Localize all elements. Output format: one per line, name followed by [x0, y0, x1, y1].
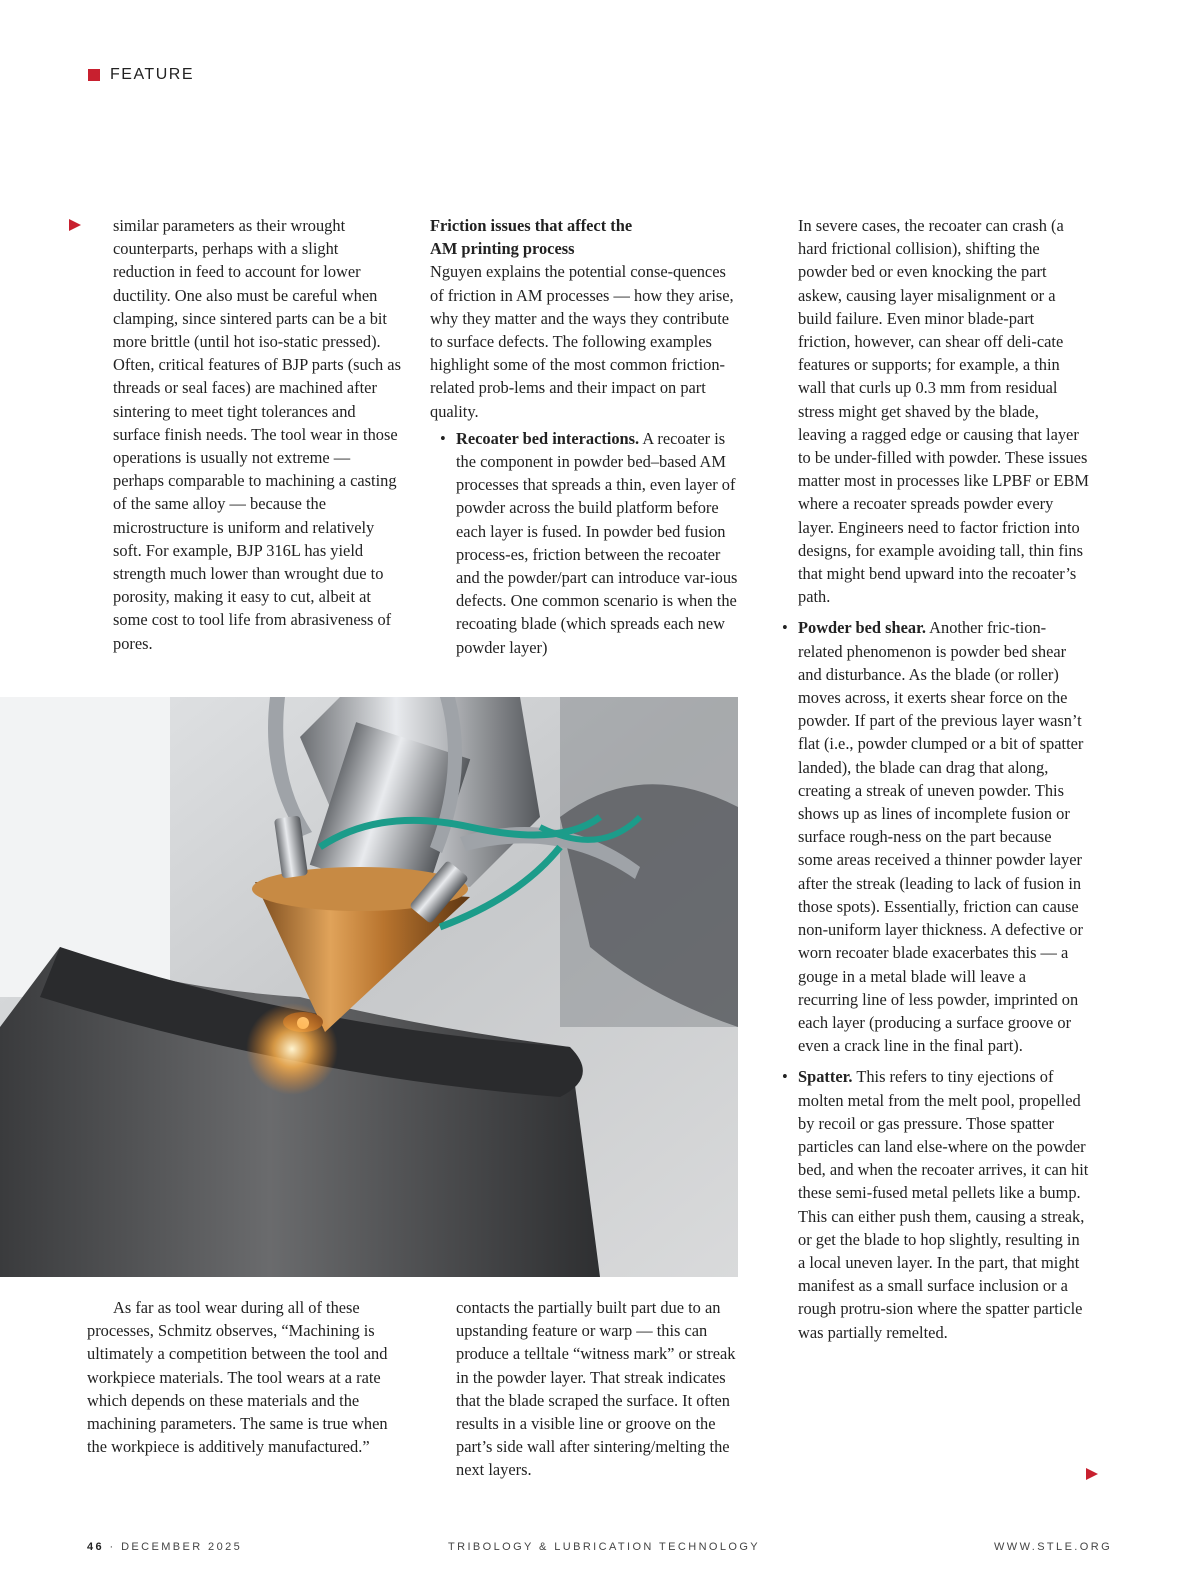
bullet-icon: • — [440, 428, 446, 448]
subheading: Friction issues that affect the AM printing process — [430, 216, 633, 259]
section-label: FEATURE — [110, 66, 194, 83]
col1-paragraph-2: As far as tool wear during all of these processes, Schmitz observes, “Machining is ultimately a competition between the tool and workpiece materials. The tool wears at a rate which depends on these materials and the machining parameters. The same is true when the workpiece is additively manufactured.” — [87, 1298, 388, 1457]
bullet-icon: • — [782, 1067, 788, 1087]
bullet-text: This refers to tiny ejections of molten metal from the melt pool, propelled by recoil or gas pressure. Those spatter particles can land else-where on the powder bed, and when the recoater arrives, it can hit these semi-fused metal pellets like a bump. This can either push them, causing a streak, or get the blade to hop slightly, resulting in a local uneven layer. In the part, that might manifest as a small surface inclusion or a rough protru-sion where the spatter particle was partially remelted. — [798, 1067, 1089, 1342]
bullet-text: Another fric-tion-related phenomenon is powder bed shear and disturbance. As the blade (or roller) moves across, it exerts shear force on the powder. If part of the previous layer wasn’t flat (i.e., powder clumped or a bit of spatter landed), the blade can drag that along, creating a streak of uneven powder. This shows up as lines of incomplete fusion or surface rough-ness on the part because some areas received a thinner powder layer after the streak (leading to lack of fusion in those spots). Essentially, friction can cause non-uniform layer thickness. A defective or worn recoater blade exacerbates this — a gouge in a metal blade will leave a recurring line of less powder, imprinted on each layer (producing a surface groove or even a crack line in the final part). — [798, 618, 1084, 1056]
article-photo — [0, 697, 738, 1277]
bullet-recoater — [440, 427, 742, 659]
bullet-title: Spatter. — [798, 1067, 853, 1087]
footer-left — [87, 1541, 242, 1557]
column-3 — [782, 214, 1090, 1344]
column-2-bottom — [456, 1296, 746, 1482]
column-1-top — [113, 214, 403, 655]
issue-date: DECEMBER 2025 — [121, 1541, 243, 1553]
laser-deposition-nozzle-image — [0, 697, 738, 1277]
bullet-text: A recoater is the component in powder bed–based AM processes that spreads a thin, even layer of powder across the build platform before each layer is fused. In powder bed fusion process-es, friction between the recoater and the powder/part can introduce var-ious defects. One common scenario is when the recoating blade (which spreads each new powder layer) — [456, 428, 738, 657]
publication-name: TRIBOLOGY & LUBRICATION TECHNOLOGY — [448, 1541, 761, 1553]
section-tag — [88, 64, 194, 86]
col2-continued: contacts the partially built part due to an upstanding feature or warp — this can produce a telltale “witness mark” or streak in the powder layer. That streak indicates that the blade scraped the surface. It often results in a visible line or groove on the part’s side wall after sintering/melting the next layers. — [456, 1298, 736, 1480]
bullet-spatter — [782, 1065, 1090, 1343]
bullet-icon: • — [782, 618, 788, 638]
continued-arrow-icon — [1086, 1468, 1098, 1480]
column-1-bottom — [87, 1296, 403, 1458]
bullet-powder-bed-shear — [782, 616, 1090, 1057]
bullet-title: Recoater bed interactions. — [456, 428, 640, 448]
website: WWW.STLE.ORG — [994, 1541, 1113, 1553]
footer-separator: · — [109, 1541, 116, 1553]
col2-intro: Nguyen explains the potential conse-quences of friction in AM processes — how they arise, why they matter and the ways they contribute to surface defects. The following examples highlight some of the most common friction-related prob-lems and their impact on part quality. — [430, 262, 734, 421]
col3-paragraph-1: In severe cases, the recoater can crash (a hard frictional collision), shifting the powder bed or even knocking the part askew, causing layer misalignment or a build failure. Even minor blade-part friction, however, can shear off deli-cate features or supports; for example, a thin wall that curls up 0.3 mm from residual stress might get shaved by the blade, leaving a ragged edge or causing that layer to be under-filled with powder. These issues matter most in processes like LPBF or EBM where a recoater spreads powder every layer. Engineers need to factor friction into designs, for example avoiding tall, thin fins that might bend upward into the recoater’s path. — [798, 216, 1089, 607]
section-marker-square — [88, 69, 100, 81]
continued-from-arrow-icon — [69, 219, 81, 231]
page-number: 46 — [87, 1541, 105, 1553]
col1-paragraph-1: similar parameters as their wrought counterparts, perhaps with a slight reduction in feed to account for lower ductility. One also must be careful when clamping, since sintered parts can be a bit more brittle (until hot iso-static pressed). Often, critical features of BJP parts (such as threads or seal faces) are machined after sintering to meet tight tolerances and surface finish needs. The tool wear in those operations is usually not extreme — perhaps comparable to machining a casting of the same alloy — because the microstructure is uniform and relatively soft. For example, BJP 316L has yield strength much lower than wrought due to porosity, making it easy to cut, albeit at some cost to tool life from abrasiveness of pores. — [113, 216, 401, 653]
column-2-top — [430, 214, 742, 659]
bullet-title: Powder bed shear. — [798, 618, 926, 638]
